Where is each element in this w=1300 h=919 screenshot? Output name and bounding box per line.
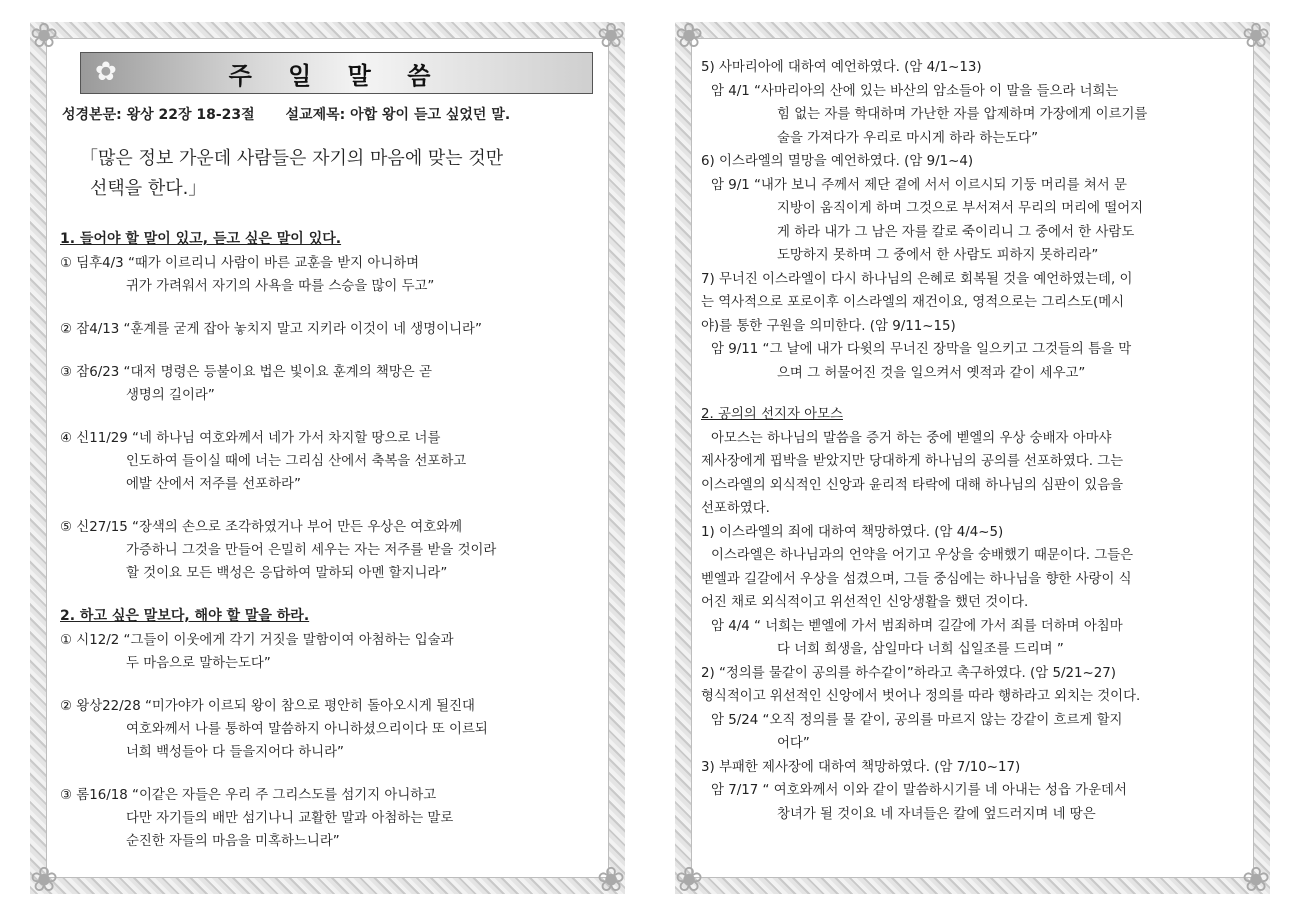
item-line: 너희 백성들아 다 들을지어다 하니라” xyxy=(126,745,344,760)
quote-line: 「많은 정보 가운데 사람들은 자기의 마음에 맞는 것만 xyxy=(80,148,504,169)
item-line: ② 왕상22/28 “미가야가 이르되 왕이 참으로 평안히 돌아오시게 될진대 xyxy=(60,699,475,714)
text-line: 암 5/24 “오직 정의를 물 같이, 공의를 마르지 않는 강같이 흐르게 할지 xyxy=(711,712,1123,728)
left-content xyxy=(60,52,603,872)
list-item xyxy=(60,629,603,675)
item-line: 다만 자기들의 배만 섬기나니 교활한 말과 아첨하는 말로 xyxy=(126,811,454,826)
item-line: ④ 신11/29 “네 하나님 여호와께서 네가 가서 차지할 땅으로 너를 xyxy=(60,431,441,446)
flower-icon: ❀ xyxy=(596,16,626,56)
text-line: 지방이 움직이게 하며 그것으로 부서져서 무리의 머리에 떨어지 xyxy=(777,201,1144,216)
text-line: 암 4/1 “사마리아의 산에 있는 바산의 암소들아 이 말을 들으라 너희는 xyxy=(711,83,1119,99)
text-line: 7) 무너진 이스라엘이 다시 하나님의 은혜로 회복될 것을 예언하였는데, 이 xyxy=(701,271,1133,287)
text-line: 암 7/17 “ 여호와께서 이와 같이 말씀하시기를 네 아내는 성읍 가운데서 xyxy=(711,783,1127,798)
list-item xyxy=(60,784,603,853)
item-line: ① 딤후4/3 “때가 이르리니 사람이 바른 교훈을 받지 아니하며 xyxy=(60,256,420,271)
text-line: 선포하였다. xyxy=(701,501,770,516)
item-line: 순진한 자들의 마음을 미혹하느니라” xyxy=(126,834,340,849)
text-line: 힘 없는 자를 학대하며 가난한 자를 압제하며 가장에게 이르기를 xyxy=(777,107,1148,122)
flower-icon: ❀ xyxy=(674,860,704,900)
text-line: 다 너희 희생을, 삼일마다 너희 십일조를 드리며 ” xyxy=(777,642,1064,657)
text-line: 어다” xyxy=(777,736,810,751)
sermon-title: 설교제목: 아합 왕이 듣고 싶었던 말. xyxy=(285,107,511,123)
quote-line: 선택을 한다.」 xyxy=(90,178,207,199)
right-page xyxy=(674,16,1271,900)
list-item xyxy=(60,516,603,585)
section-heading-1: 1. 들어야 할 말이 있고, 듣고 싶은 말이 있다. xyxy=(60,231,342,247)
flower-icon: ✿ xyxy=(95,57,117,87)
item-line: ② 잠4/13 “훈계를 굳게 잡아 놓치지 말고 지키라 이것이 네 생명이니라” xyxy=(60,322,482,337)
text-line: 는 역사적으로 포로이후 이스라엘의 재건이요, 영적으로는 그리스도(메시 xyxy=(701,295,1125,310)
item-line: 에발 산에서 저주를 선포하라” xyxy=(126,477,301,492)
section-heading: 2. 공의의 선지자 아모스 xyxy=(701,407,843,422)
text-line: 벧엘과 길갈에서 우상을 섬겼으며, 그들 중심에는 하나님을 향한 사랑이 식 xyxy=(701,571,1132,587)
item-line: ① 시12/2 “그들이 이웃에게 각기 거짓을 말함이여 아첨하는 입술과 xyxy=(60,633,454,648)
flower-icon: ❀ xyxy=(29,860,59,900)
flower-icon: ❀ xyxy=(674,16,704,56)
list-item xyxy=(60,318,603,341)
list-item xyxy=(60,252,603,298)
text-line: 야)를 통한 구원을 의미한다. (암 9/11~15) xyxy=(701,318,956,334)
item-line: 가증하니 그것을 만들어 은밀히 세우는 자는 저주를 받을 것이라 xyxy=(126,543,497,558)
theme-quote xyxy=(80,144,603,204)
section-1-items xyxy=(60,252,603,585)
text-line: 게 하라 내가 그 남은 자를 칼로 죽이리니 그 중에서 한 사람도 xyxy=(777,224,1135,240)
item-line: ③ 롬16/18 “이같은 자들은 우리 주 그리스도를 섬기지 아니하고 xyxy=(60,788,437,803)
text-line: 창녀가 될 것이요 네 자녀들은 칼에 엎드러지며 네 땅은 xyxy=(777,806,1096,822)
left-page xyxy=(29,16,626,900)
list-item xyxy=(60,427,603,496)
title-banner xyxy=(80,52,593,94)
text-line: 이스라엘의 외식적인 신앙과 윤리적 타락에 대해 하나님의 심판이 있음을 xyxy=(701,477,1124,493)
text-line: 암 9/11 “그 날에 내가 다윗의 무너진 장막을 일으키고 그것들의 틈을 막 xyxy=(711,342,1132,357)
text-line: 제사장에게 핍박을 받았지만 당대하게 하나님의 공의를 선포하였다. 그는 xyxy=(701,454,1124,469)
text-line: 1) 이스라엘의 죄에 대하여 책망하였다. (암 4/4~5) xyxy=(701,524,1004,540)
section-heading-2: 2. 하고 싶은 말보다, 해야 할 말을 하라. xyxy=(60,608,310,624)
flower-icon: ❀ xyxy=(1241,860,1271,900)
list-item xyxy=(60,361,603,407)
text-line: 형식적이고 위선적인 신앙에서 벗어나 정의를 따라 행하라고 외치는 것이다. xyxy=(701,689,1141,704)
flower-icon: ❀ xyxy=(596,860,626,900)
text-line: 5) 사마리아에 대하여 예언하였다. (암 4/1~13) xyxy=(701,60,982,75)
item-line: 두 마음으로 말하는도다” xyxy=(126,656,271,671)
item-line: 생명의 길이라” xyxy=(126,388,215,403)
text-line: 3) 부패한 제사장에 대하여 책망하였다. (암 7/10~17) xyxy=(701,759,1021,775)
item-line: 할 것이요 모든 백성은 응답하여 말하되 아멘 할지니라” xyxy=(126,566,448,581)
text-line: 어진 채로 외식적이고 위선적인 신앙생활을 했던 것이다. xyxy=(701,595,1029,610)
item-line: 인도하여 들이실 때에 너는 그리심 산에서 축복을 선포하고 xyxy=(126,454,467,469)
item-line: ③ 잠6/23 “대저 명령은 등불이요 법은 빛이요 훈계의 책망은 곧 xyxy=(60,365,432,380)
item-line: 귀가 가려워서 자기의 사욕을 따를 스승을 많이 두고” xyxy=(126,279,435,294)
item-line: ⑤ 신27/15 “장색의 손으로 조각하였거나 부어 만든 우상은 여호와께 xyxy=(60,520,463,535)
text-line: 술을 가져다가 우리로 마시게 하라 하는도다” xyxy=(777,130,1039,146)
text-line: 2) “정의를 물같이 공의를 하수같이”하라고 촉구하였다. (암 5/21~27) xyxy=(701,665,1117,681)
text-line: 아모스는 하나님의 말씀을 증거 하는 중에 벧엘의 우상 숭배자 아마샤 xyxy=(711,430,1112,446)
text-line: 도망하지 못하며 그 중에서 한 사람도 피하지 못하리라” xyxy=(777,248,1099,263)
scripture-reference: 성경본문: 왕상 22장 18-23절 xyxy=(62,107,255,123)
text-line: 암 4/4 “ 너희는 벧엘에 가서 범죄하며 길갈에 가서 죄를 더하며 아침마 xyxy=(711,618,1123,634)
text-line: 암 9/1 “내가 보니 주께서 제단 곁에 서서 이르시되 기둥 머리를 쳐서 문 xyxy=(711,177,1127,193)
list-item xyxy=(60,695,603,764)
page-title: 주 일 말 씀 xyxy=(228,62,445,90)
text-line: 6) 이스라엘의 멸망을 예언하였다. (암 9/1~4) xyxy=(701,154,974,169)
flower-icon: ❀ xyxy=(1241,16,1271,56)
section-2-items xyxy=(60,629,603,853)
sermon-meta xyxy=(62,104,603,124)
flower-icon: ❀ xyxy=(29,16,59,56)
text-line: 이스라엘은 하나님과의 언약을 어기고 우상을 숭배했기 때문이다. 그들은 xyxy=(711,548,1134,563)
text-line: 으며 그 허물어진 것을 일으켜서 옛적과 같이 세우고” xyxy=(777,365,1086,381)
item-line: 여호와께서 나를 통하여 말씀하지 아니하셨으리이다 또 이르되 xyxy=(126,722,488,737)
right-content xyxy=(701,56,1244,872)
